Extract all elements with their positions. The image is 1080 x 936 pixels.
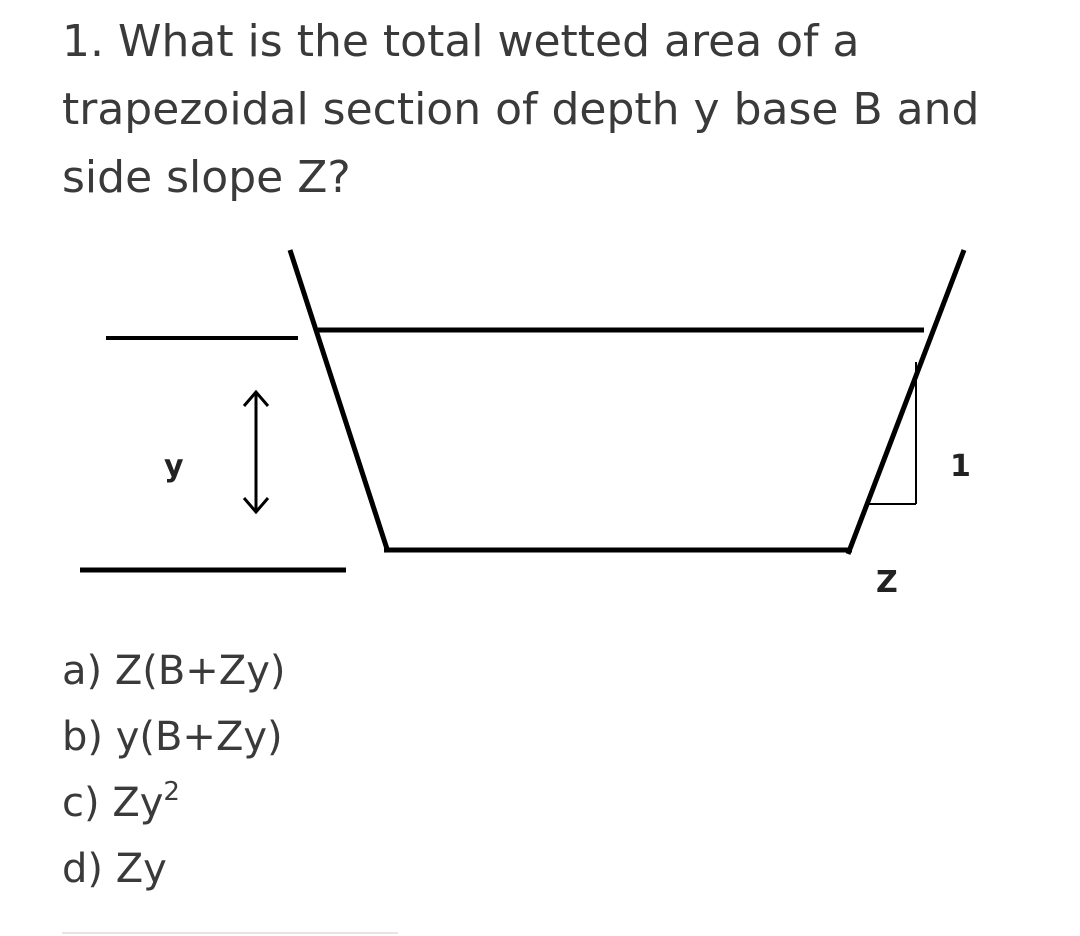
option-d: [62, 836, 285, 902]
double-arrow-icon: [244, 392, 268, 512]
option-a: [62, 638, 285, 704]
option-c-superscript: 2: [163, 777, 180, 807]
option-c: [62, 770, 285, 836]
slope-vertical-label: 1: [950, 449, 971, 484]
divider: [62, 932, 398, 934]
option-c-text: c) Zy: [62, 780, 164, 826]
option-b: [62, 704, 285, 770]
option-b-text: b) y(B+Zy): [62, 714, 283, 760]
left-bank-line: [290, 250, 388, 552]
depth-label: y: [164, 449, 184, 484]
right-bank-line: [848, 250, 964, 554]
option-d-text: d) Zy: [62, 846, 167, 892]
answer-options: [62, 638, 285, 902]
slope-horizontal-label: Z: [876, 565, 898, 600]
question-text: 1. What is the total wetted area of a trapezoidal section of depth y base B and side slope Z?: [62, 16, 980, 203]
option-a-text: a) Z(B+Zy): [62, 648, 286, 694]
